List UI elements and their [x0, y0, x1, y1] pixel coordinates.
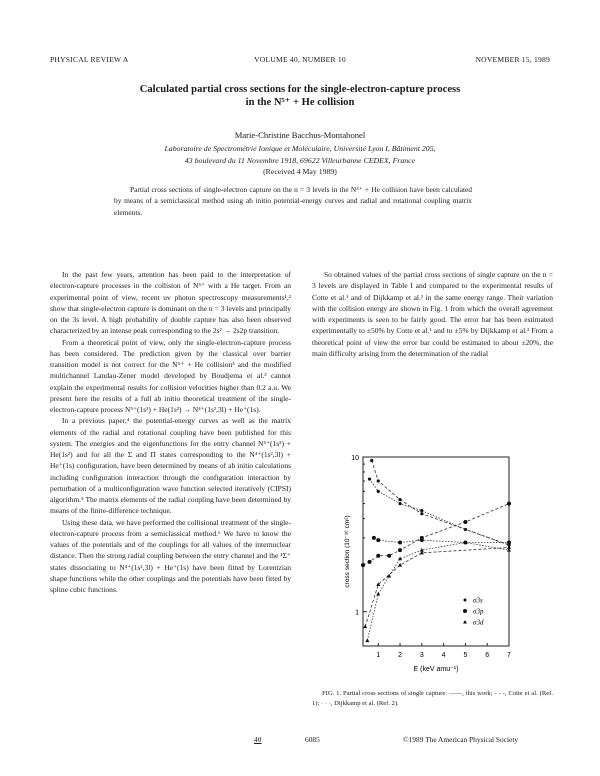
legend-marker — [464, 599, 467, 602]
received-date: (Received 4 May 1989) — [263, 167, 337, 176]
data-point-triangle — [363, 624, 367, 628]
paper-title — [0, 84, 600, 109]
data-point — [377, 490, 380, 493]
legend-label: σ3d — [473, 618, 484, 627]
volume-number: VOLUME 40, NUMBER 10 — [254, 55, 346, 64]
paragraph: From a theoretical point of view, only the single-electron-capture process has been considered. The prediction given by the classical over barrier transition model is not correct for the N⁵⁺ + He collision³ and the modified multichannel Landau-Zener model developed by Boudjema et al.³ cannot explain the experimental results for collision velocities higher than 0.2 a.u. We present here the results of a full ab initio theoretical treatment of the single-electron-capture process N⁵⁺(1s²) + He(1s²) → N⁴⁺(1s²,3l) + He⁺(1s). — [50, 337, 291, 414]
left-column — [50, 269, 291, 595]
data-point — [398, 498, 401, 501]
plot-frame — [363, 457, 509, 646]
legend-label: σ3s — [473, 596, 483, 605]
data-point — [398, 502, 401, 505]
legend-marker — [463, 609, 467, 613]
series-line — [372, 460, 509, 545]
x-tick-label: 5 — [463, 652, 468, 659]
affiliation-line-2: 43 boulevard du 11 Novembre 1918, 69622 Villeurbanne CEDEX, France — [184, 155, 416, 165]
page-volume: 40 — [254, 735, 262, 744]
x-tick-label: 2 — [398, 652, 402, 659]
y-axis-label: cross section (10⁻¹⁶ cm²) — [344, 515, 351, 588]
x-tick-label: 4 — [441, 652, 446, 659]
figure-1-chart — [340, 450, 540, 680]
affiliation-line-1: Laboratoire de Spectrométrie Ionique et Moléculaire, Université Lyon I, Bâtiment 205, — [164, 144, 436, 153]
data-point — [370, 459, 373, 462]
title-line-2: in the N⁵⁺ + He collision — [245, 96, 355, 108]
legend-marker-triangle — [463, 620, 467, 624]
paragraph: In a previous paper,⁴ the potential-energy curves as well as the matrix elements of the radial and rotational coupling have been published for this system. The energies and the eigenfunctions for the entry channel N⁵⁺(1s²) + He(1s²) and for all the Σ and Π states corresponding to the N⁴⁺(1s²,3l) + He⁺(1s) configuration, have been determined by means of ab initio calculations including configuration interaction through the configuration interaction by perturbation of a multiconfiguration wave function selected iteratively (CIPSI) algorithm.⁵ The matrix elements of the radial coupling have been determined by means of the finite-difference technique. — [50, 416, 291, 516]
right-column — [312, 269, 553, 359]
data-point — [376, 538, 380, 542]
data-point — [361, 563, 365, 567]
data-point — [420, 512, 423, 515]
data-point — [376, 554, 380, 558]
data-point-triangle — [398, 563, 402, 567]
x-axis-label: E (keV amu⁻¹) — [413, 666, 459, 673]
legend-label: σ3p — [473, 607, 484, 616]
x-tick-label: 6 — [485, 652, 490, 659]
data-point-triangle — [365, 638, 369, 642]
y-tick-label: 10 — [351, 455, 359, 462]
data-point — [372, 536, 376, 540]
y-tick-label: 1 — [355, 609, 359, 617]
paragraph: Using these data, we have performed the collisional treatment of the single-electron-capture process from a semiclassical method.⁶ We have to know the values of the potentials and of the couplings for all values of the internuclear distance. Then the strong radial coupling between the entry channel and the ¹Σ⁺ states dissociating to N⁴⁺(1s²,3l) + He⁺(1s) have been fitted by Lorentzian shape functions while the other couplings and the potentials have been fitted by spline cubic functions. — [50, 517, 291, 594]
data-point — [507, 541, 511, 545]
data-point — [420, 509, 423, 512]
figure-caption: FIG. 1. Partial cross sections of single capture: ——, this work; - - -, Cotte et al. (Ref. 1); · · ·, Dijkkamp et al. (Ref. 2). — [312, 690, 553, 707]
data-point — [507, 502, 511, 506]
x-tick-label: 7 — [507, 652, 511, 659]
series-line — [374, 538, 509, 543]
journal-name: PHYSICAL REVIEW A — [50, 55, 129, 64]
data-point — [387, 554, 391, 558]
series-line — [365, 547, 509, 626]
copyright: ©1989 The American Physical Society — [403, 735, 519, 744]
data-point — [368, 477, 371, 480]
title-line-1: Calculated partial cross sections for the single-electron-capture process — [139, 84, 461, 95]
abstract: Partial cross sections of single-electron capture on the n = 3 levels in the N⁵⁺ + He collision have been calculated by means of a semiclassical method using ab initio potential-energy curves and radial and rotational coupling matrix elements. — [114, 185, 472, 217]
data-point-triangle — [507, 545, 511, 549]
data-point — [377, 479, 380, 482]
paragraph: So obtained values of the partial cross sections of single capture on the n = 3 levels are displayed in Table I and compared to the experimental results of Cotte et al.¹ and of Dijkkamp et al.² in the same energy range. Their variation with the collision energy are shown in Fig. 1 from which the overall agreement with experiments is seen to be fairly good. The error bar has been estimated experimentally to ±50% by Cotte et al.¹ and to ±5% by Dijkkamp et al.² From a theoretical point of view the error bar could be estimated to about ±20%, the main difficulty arising from the determination of the radial — [312, 270, 553, 358]
x-tick-label: 3 — [419, 652, 424, 659]
affiliation — [0, 143, 600, 178]
author: Marie-Christine Bacchus-Montabonel — [234, 130, 366, 140]
series-line — [363, 504, 509, 566]
data-point — [368, 560, 372, 564]
data-point — [398, 548, 402, 552]
paragraph: In the past few years, attention has been paid to the interpretation of electron-capture processes in the collision of N⁵⁺ with a He target. From an experimental point of view, recent uv photon spectroscopy measurements¹,² show that single-electron capture is dominant on the n = 3 levels and principally on the 3s level. A high probability of double capture has also been observed characterized by an intense peak corresponding to the 2s² → 2s2p transition. — [50, 270, 291, 336]
data-point-triangle — [376, 592, 380, 596]
data-point — [420, 536, 424, 540]
issue-date: NOVEMBER 15, 1989 — [475, 55, 550, 64]
chart-svg — [340, 450, 540, 680]
page-number: 6085 — [305, 735, 320, 744]
data-point — [398, 541, 402, 545]
x-tick-label: 1 — [376, 652, 381, 659]
data-point — [463, 520, 467, 524]
